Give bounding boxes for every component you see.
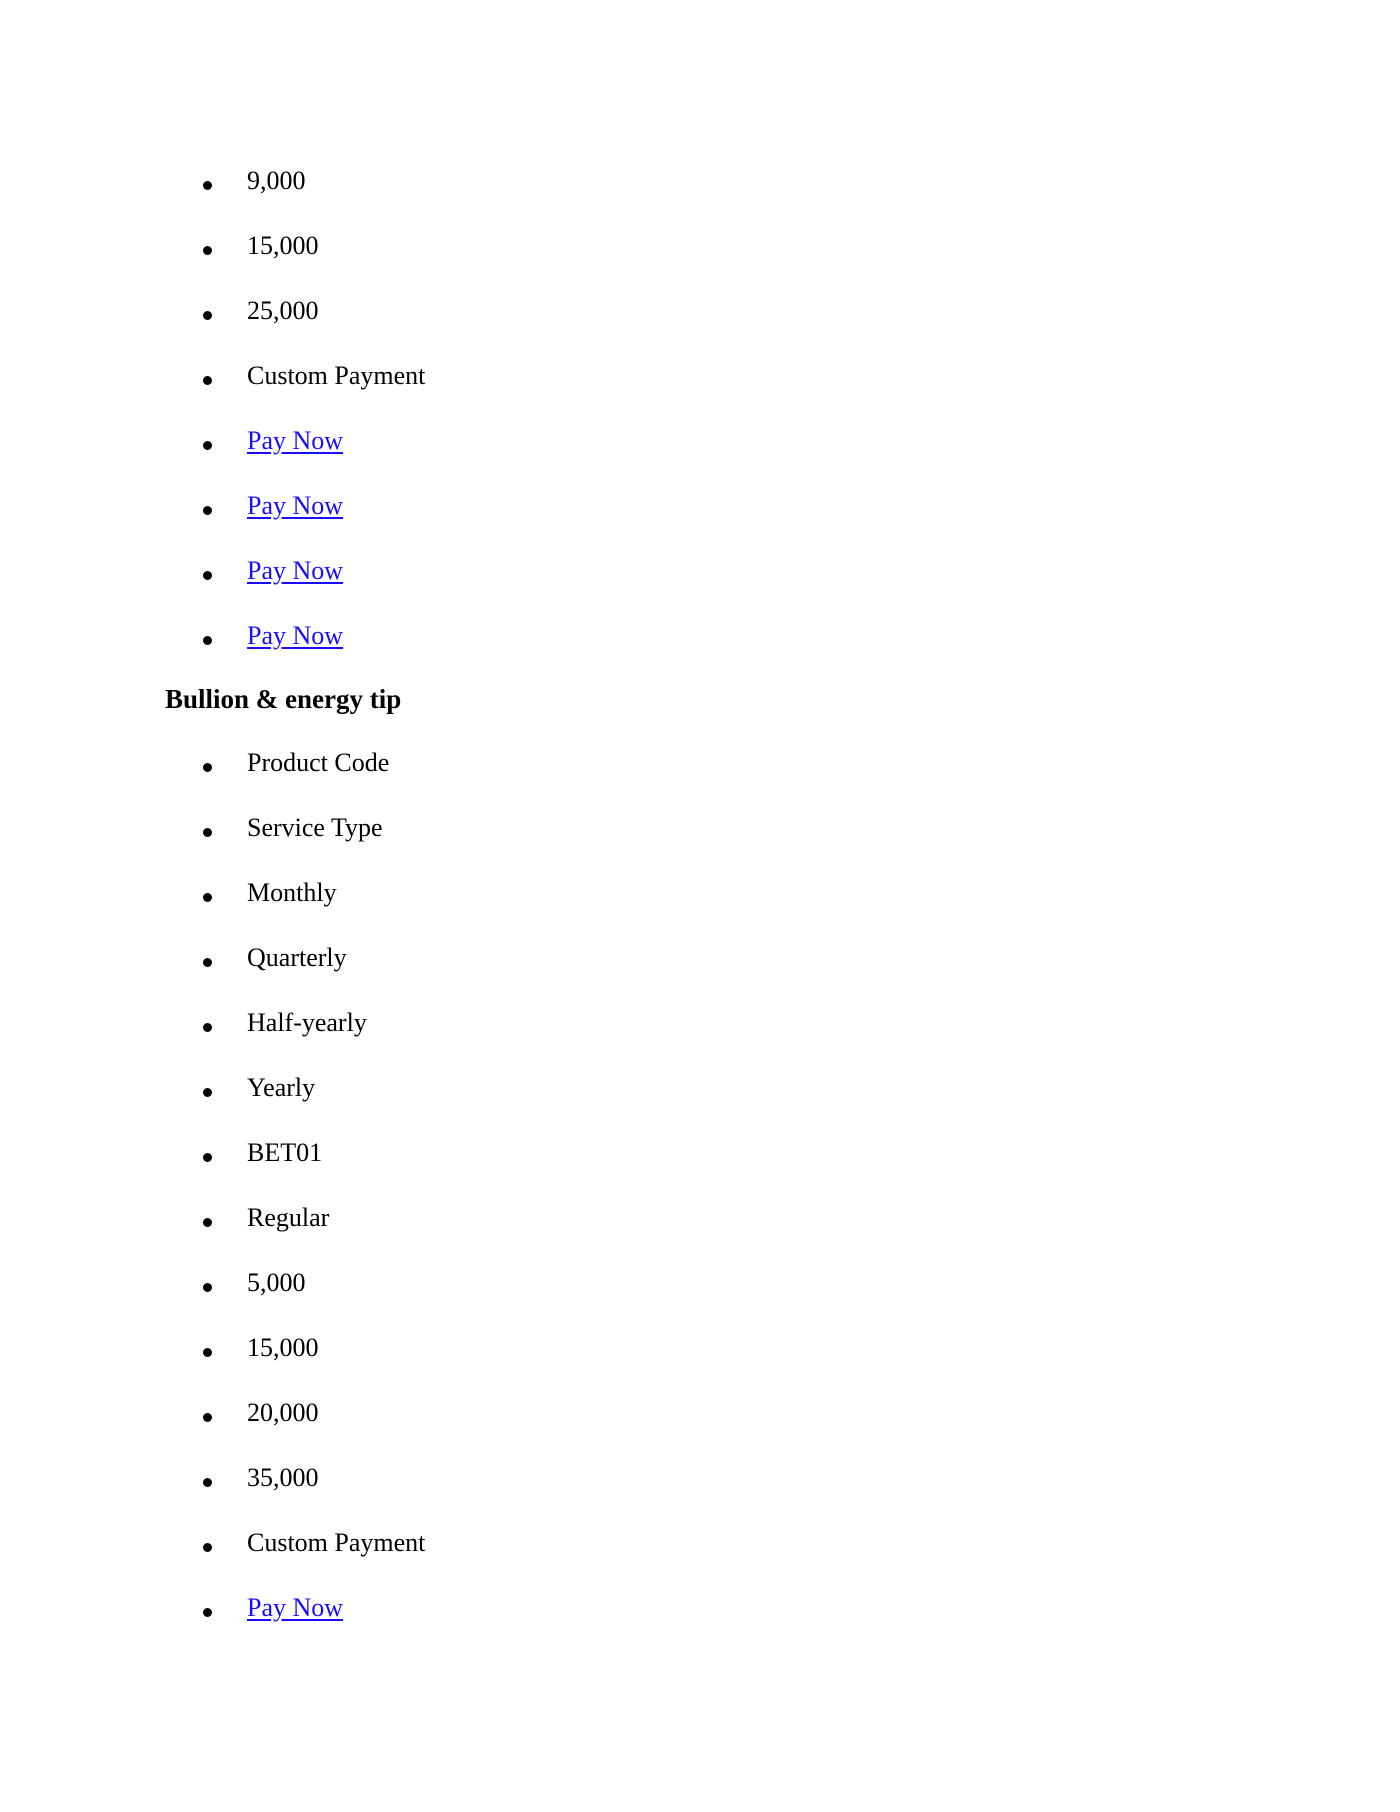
- list-item: [0, 1072, 1400, 1137]
- list-item-text: Regular: [247, 1203, 330, 1232]
- section-heading: Bullion & energy tip: [165, 684, 402, 714]
- list-item-text: Half-yearly: [247, 1008, 367, 1037]
- pricing-list: [0, 165, 1400, 685]
- bullet-icon: [203, 636, 212, 645]
- bullet-icon: [203, 1283, 212, 1292]
- list-item-text: Service Type: [247, 813, 383, 842]
- bullet-icon: [203, 893, 212, 902]
- bullet-icon: [203, 441, 212, 450]
- bullet-icon: [203, 1088, 212, 1097]
- list-item-text: 35,000: [247, 1463, 319, 1492]
- list-item: [0, 295, 1400, 360]
- list-item: [0, 230, 1400, 295]
- bullet-icon: [203, 1348, 212, 1357]
- list-item: [0, 1462, 1400, 1527]
- list-item: [0, 165, 1400, 230]
- bullet-icon: [203, 181, 212, 190]
- list-item: [0, 812, 1400, 877]
- bullet-icon: [203, 1413, 212, 1422]
- list-item-text: 15,000: [247, 1333, 319, 1362]
- list-item-text: Quarterly: [247, 943, 347, 972]
- list-item: [0, 1397, 1400, 1462]
- list-item-text: 15,000: [247, 231, 319, 260]
- list-item-text: BET01: [247, 1138, 323, 1167]
- bullion-energy-list: [0, 747, 1400, 1657]
- list-item: [0, 1527, 1400, 1592]
- list-item[interactable]: [0, 620, 1400, 685]
- list-item: [0, 360, 1400, 425]
- list-item-text: Custom Payment: [247, 361, 426, 390]
- bullet-icon: [203, 311, 212, 320]
- bullet-icon: [203, 1608, 212, 1617]
- pay-now-link[interactable]: Pay Now: [247, 426, 344, 455]
- list-item[interactable]: [0, 1592, 1400, 1657]
- bullet-icon: [203, 958, 212, 967]
- bullet-icon: [203, 1023, 212, 1032]
- list-item-text: 25,000: [247, 296, 319, 325]
- bullet-icon: [203, 246, 212, 255]
- list-item[interactable]: [0, 490, 1400, 555]
- list-item: [0, 1202, 1400, 1267]
- list-item-text: 20,000: [247, 1398, 319, 1427]
- list-item: [0, 747, 1400, 812]
- pay-now-link[interactable]: Pay Now: [247, 621, 344, 650]
- bullet-icon: [203, 828, 212, 837]
- list-item: [0, 877, 1400, 942]
- bullet-icon: [203, 763, 212, 772]
- list-item-text: Product Code: [247, 748, 390, 777]
- list-item-text: 9,000: [247, 166, 306, 195]
- list-item: [0, 942, 1400, 1007]
- list-item: [0, 1137, 1400, 1202]
- list-item[interactable]: [0, 425, 1400, 490]
- bullet-icon: [203, 376, 212, 385]
- list-item-text: Monthly: [247, 878, 337, 907]
- list-item-text: Custom Payment: [247, 1528, 426, 1557]
- bullet-icon: [203, 1478, 212, 1487]
- bullet-icon: [203, 506, 212, 515]
- list-item: [0, 1332, 1400, 1397]
- bullet-icon: [203, 571, 212, 580]
- pay-now-link[interactable]: Pay Now: [247, 1593, 344, 1622]
- list-item-text: Yearly: [247, 1073, 316, 1102]
- bullet-icon: [203, 1543, 212, 1552]
- list-item: [0, 1007, 1400, 1072]
- list-item[interactable]: [0, 555, 1400, 620]
- list-item-text: 5,000: [247, 1268, 306, 1297]
- bullet-icon: [203, 1218, 212, 1227]
- list-item: [0, 1267, 1400, 1332]
- bullet-icon: [203, 1153, 212, 1162]
- pay-now-link[interactable]: Pay Now: [247, 491, 344, 520]
- pay-now-link[interactable]: Pay Now: [247, 556, 344, 585]
